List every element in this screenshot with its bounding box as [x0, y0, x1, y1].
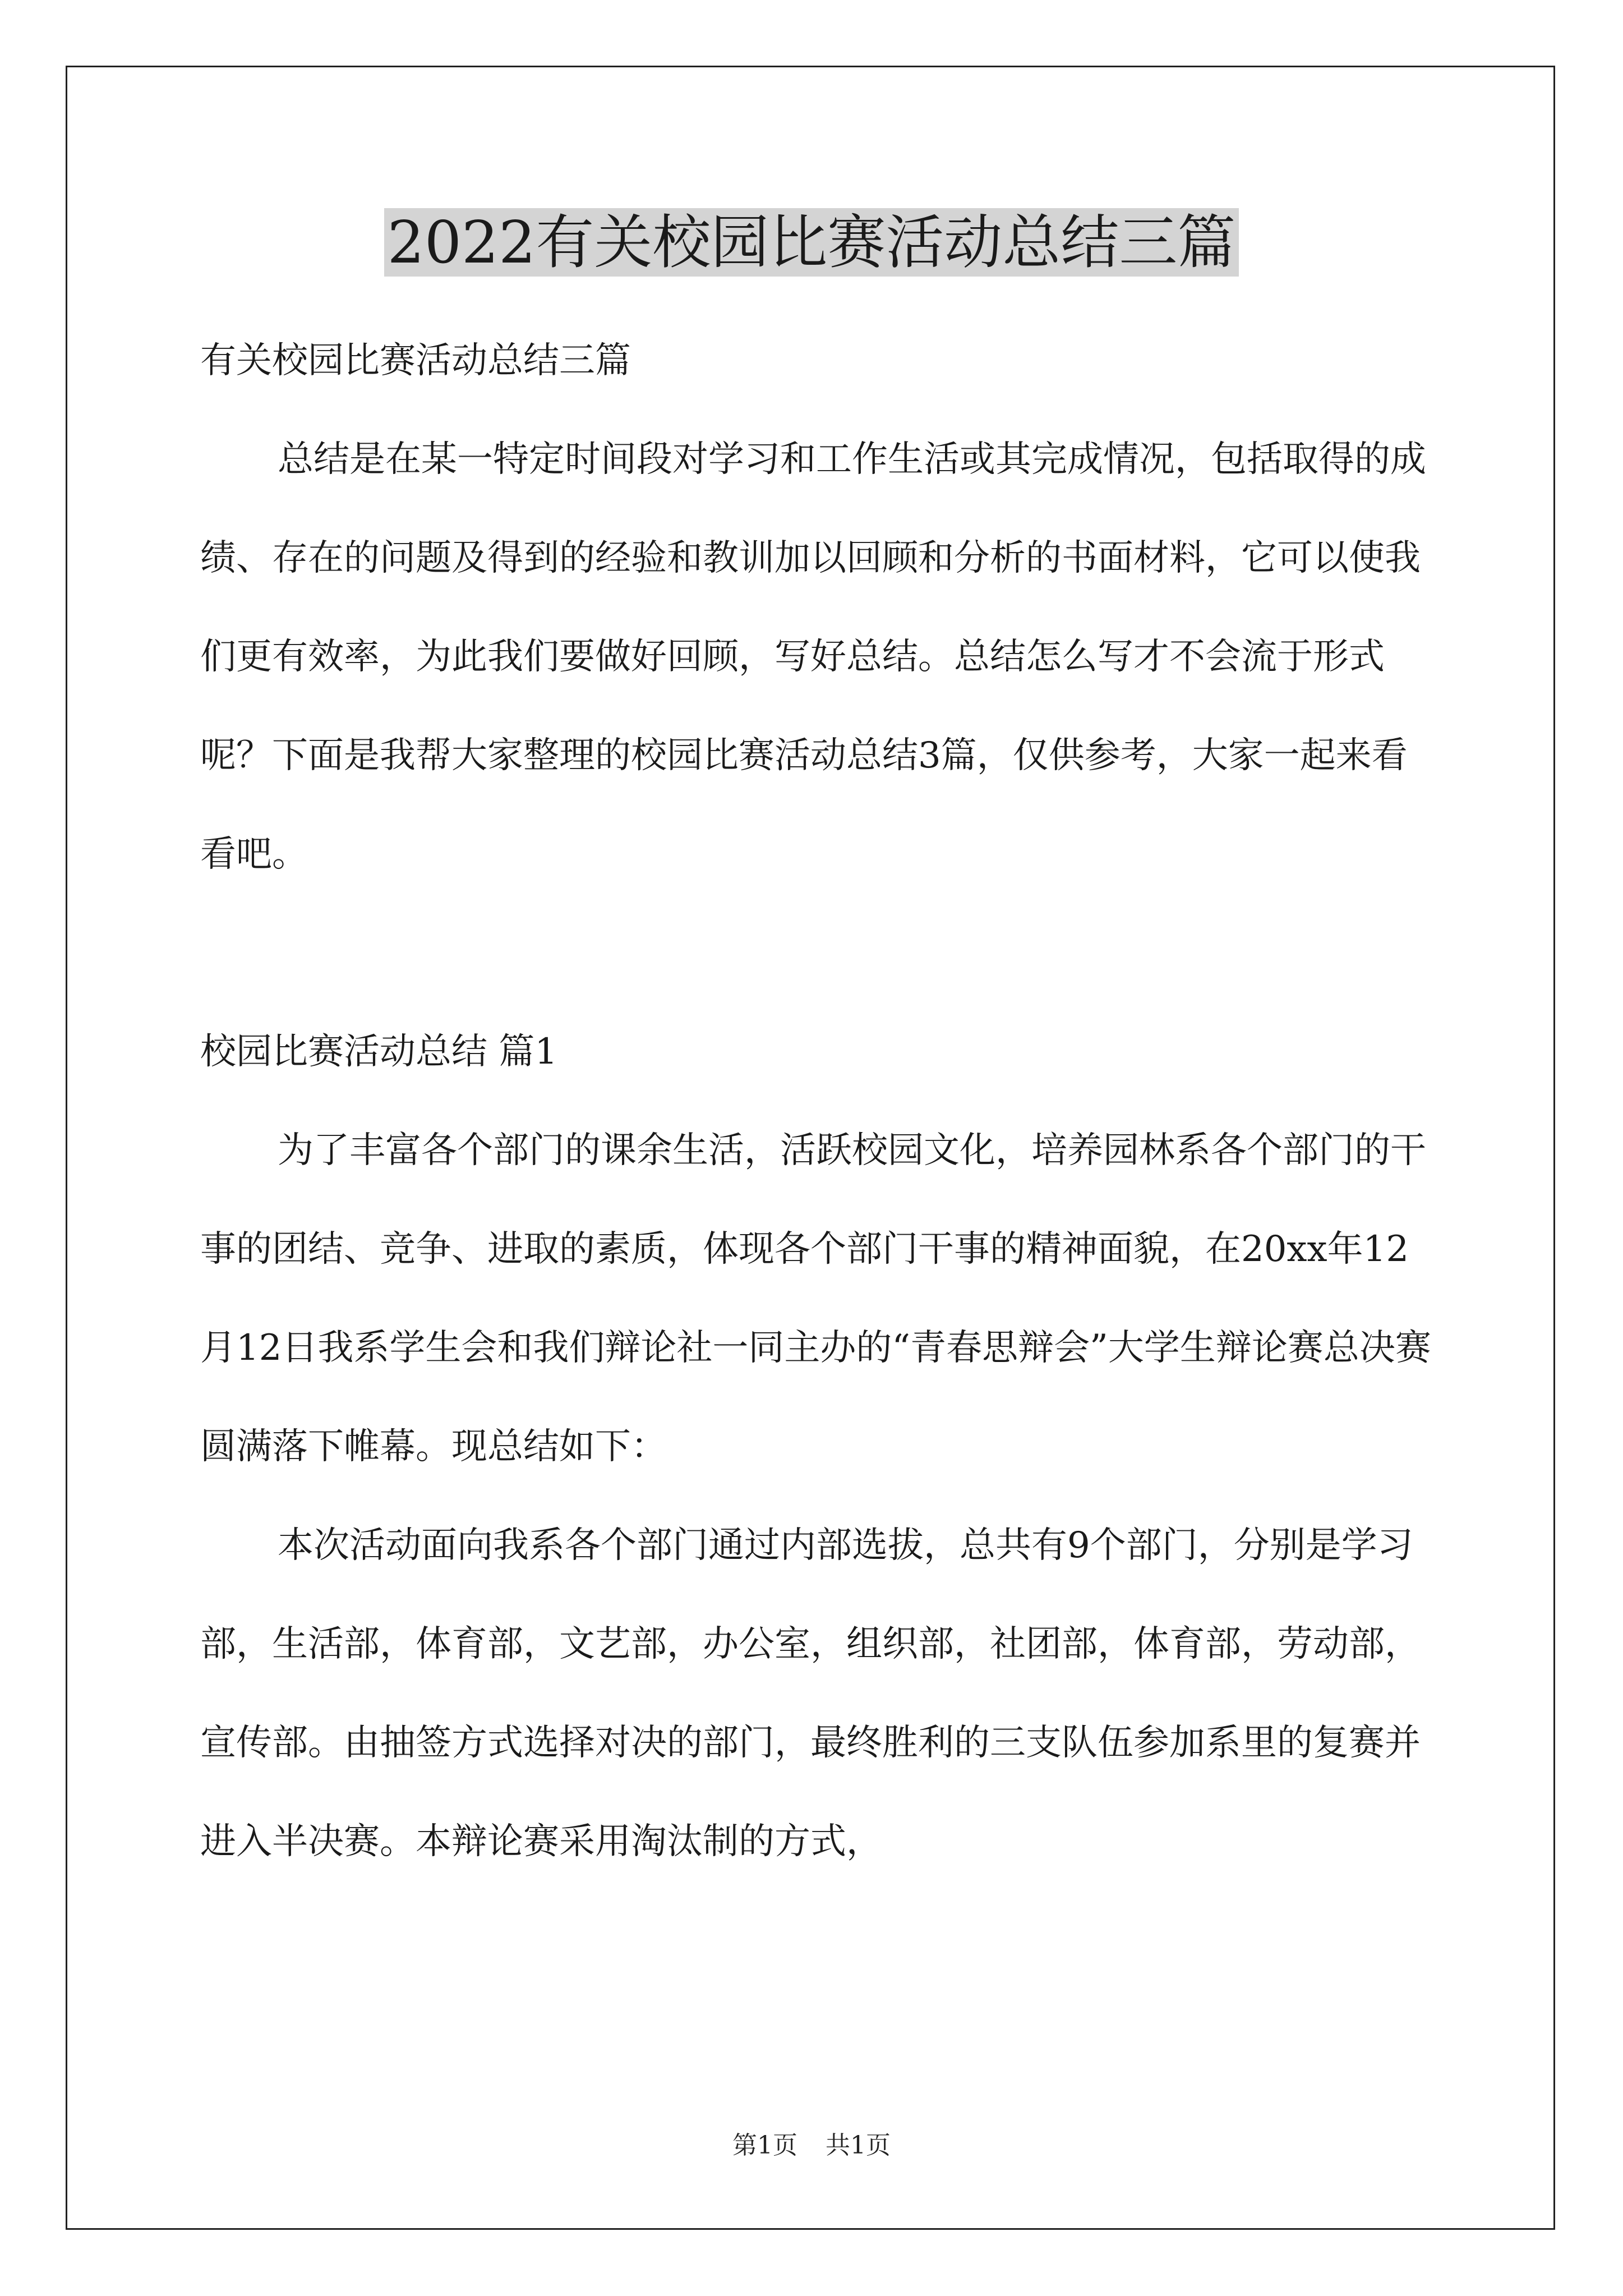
page-footer [0, 2129, 1623, 2162]
document-body [200, 311, 1434, 1891]
section-spacer [200, 904, 1434, 1002]
document-title [0, 203, 1623, 282]
document-subtitle: 有关校园比赛活动总结三篇 [200, 340, 631, 381]
page-number-current: 第1页 [732, 2131, 797, 2160]
document-title-text: 2022有关校园比赛活动总结三篇 [384, 208, 1239, 277]
section-heading: 校园比赛活动总结 篇1 [200, 1031, 558, 1073]
body-paragraph-2: 本次活动面向我系各个部门通过内部选拔，总共有9个部门，分别是学习部，生活部，体育部，文艺部，办公室，组织部，社团部，体育部，劳动部，宣传部。由抽签方式选择对决的部门，最终胜利的三支队伍参加系里的复赛并进入半决赛。本辩论赛采用淘汰制的方式， [200, 1525, 1421, 1862]
page-number-total: 共1页 [826, 2131, 891, 2160]
body-paragraph-1: 为了丰富各个部门的课余生活，活跃校园文化，培养园林系各个部门的干事的团结、竞争、进取的素质，体现各个部门干事的精神面貌，在20xx年12月12日我系学生会和我们辩论社一同主办的“青春思辩会”大学生辩论赛总决赛圆满落下帷幕。现总结如下： [200, 1130, 1431, 1467]
intro-paragraph: 总结是在某一特定时间段对学习和工作生活或其完成情况，包括取得的成绩、存在的问题及得到的经验和教训加以回顾和分析的书面材料，它可以使我们更有效率，为此我们要做好回顾，写好总结。总结怎么写才不会流于形式呢？下面是我帮大家整理的校园比赛活动总结3篇，仅供参考，大家一起来看看吧。 [200, 439, 1426, 875]
